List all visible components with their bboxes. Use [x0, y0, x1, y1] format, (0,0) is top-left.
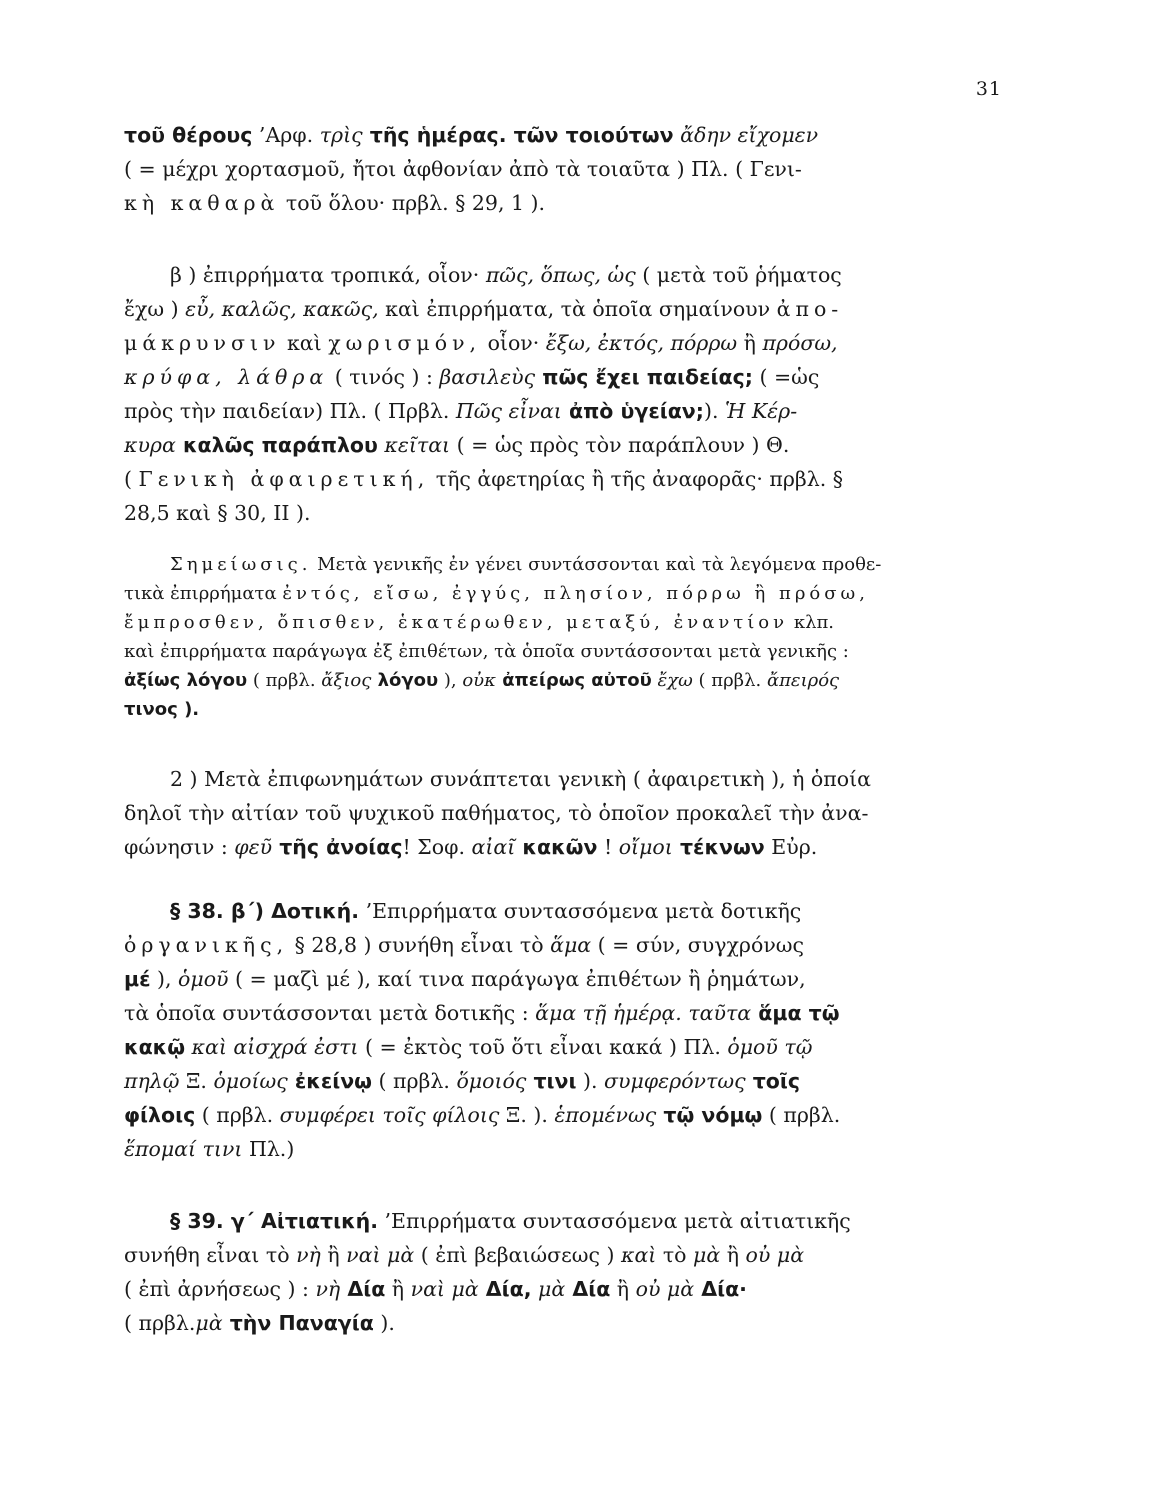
- text-run: !: [597, 835, 619, 859]
- text-run: τῆς ἡμέρας. τῶν τοιούτων: [362, 123, 674, 147]
- text-run: καὶ αἰσχρά ἐστι: [185, 1035, 359, 1059]
- text-line: ( = μέχρι χορτασμοῦ, ἤτοι ἀφθονίαν ἀπὸ τὰ τοιαῦτα ) Πλ. ( Γενι-: [124, 157, 802, 181]
- text-line: [124, 608, 1012, 637]
- text-run: τῆς ἀφετηρίας ἢ τῆς ἀναφορᾶς· πρβλ. §: [429, 467, 844, 491]
- text-line: [124, 666, 1012, 695]
- text-run: πῶς, ὅπως, ὡς: [485, 263, 636, 287]
- text-run: Δία·: [694, 1277, 747, 1301]
- text-run: ἄξιος: [321, 670, 372, 691]
- text-run: ἢ: [385, 1277, 411, 1301]
- text-run: Μετὰ γενικῆς ἐν γένει συντάσσονται καὶ τὰ λεγόμενα προθε-: [311, 554, 882, 575]
- text-line: [124, 186, 1012, 220]
- text-run: ’Αρφ.: [252, 123, 320, 147]
- text-run: ἐντός, εἴσω, ἐγγύς, πλησίον, πόρρω ἢ πρόσω,: [282, 583, 869, 604]
- text-run: οὐ μὰ: [635, 1277, 695, 1301]
- note-block: [124, 550, 1012, 724]
- text-run: ἢ: [610, 1277, 636, 1301]
- text-run: τικὰ ἐπιρρήματα: [124, 583, 283, 604]
- text-run: ( μετὰ τοῦ ῥήματος: [635, 263, 842, 287]
- text-run: ( ἐπὶ ἀρνήσεως ) :: [124, 1277, 316, 1301]
- text-run: ( = μαζὶ μέ ), καί τινα παράγωγα ἐπιθέτων ἢ ῥημάτων,: [228, 967, 806, 991]
- page-number: 31: [975, 78, 1002, 100]
- text-run: κακῷ: [124, 1035, 186, 1059]
- text-run: § 28,8 ) συνήθη εἶναι τὸ: [288, 933, 551, 957]
- text-run: συμφερόντως: [604, 1069, 746, 1093]
- text-run: ἀξίως λόγου: [124, 670, 248, 691]
- text-run: χωρισμόν,: [328, 331, 482, 355]
- text-run: κρύφα, λάθρα: [124, 365, 329, 389]
- text-line: [124, 1132, 1012, 1166]
- text-run: κεῖται: [377, 433, 451, 457]
- text-run: ὁμοῦ: [178, 967, 229, 991]
- text-run: κλπ.: [788, 612, 835, 633]
- text-run: Δία: [565, 1277, 611, 1301]
- text-run: συνήθη εἶναι τὸ: [124, 1243, 297, 1267]
- text-run: τρὶς: [319, 123, 363, 147]
- text-run: φεῦ: [234, 835, 273, 859]
- text-run: Δία: [340, 1277, 386, 1301]
- text-line: [124, 118, 1012, 152]
- text-run: (: [124, 467, 139, 491]
- text-run: Πῶς εἶναι: [455, 399, 562, 423]
- paragraph-adverbs-of-manner: [124, 258, 1012, 530]
- text-run: Πλ.): [242, 1137, 295, 1161]
- text-run: ( = σύν, συγχρόνως: [591, 933, 804, 957]
- line-rest: ’Επιρρήματα συντασσόμενα μετὰ δοτικῆς: [359, 899, 802, 923]
- text-run: ἄπειρός: [766, 670, 840, 691]
- text-run: ἔξω, ἐκτός, πόρρω: [545, 331, 738, 355]
- text-run: ἑπομένως: [554, 1103, 657, 1127]
- text-run: τῆς ἀνοίας: [272, 835, 403, 859]
- text-run: ναὶ μὰ: [346, 1243, 415, 1267]
- spaced-term: κὴ καθαρὰ: [124, 191, 280, 215]
- text-run: ὁμοίως: [213, 1069, 288, 1093]
- text-run: κακῶν: [515, 835, 598, 859]
- text-run: ( =ὡς: [752, 365, 820, 389]
- text-run: ὅμοιός: [456, 1069, 527, 1093]
- text-run: μὰ: [195, 1311, 223, 1335]
- text-run: Ἡ Κέρ-: [725, 399, 798, 423]
- text-run: Εὐρ.: [764, 835, 818, 859]
- text-run: συμφέρει τοῖς φίλοις: [279, 1103, 500, 1127]
- text-run: Δία,: [478, 1277, 532, 1301]
- text-run: Γενικὴ ἀφαιρετική,: [138, 467, 430, 491]
- text-run: ),: [438, 670, 463, 691]
- text-run: τοῖς: [745, 1069, 801, 1093]
- text-run: νὴ: [315, 1277, 341, 1301]
- text-run: μέ: [124, 967, 151, 991]
- text-run: ἢ: [720, 1243, 746, 1267]
- text-run: ἅμα τῷ: [751, 1001, 840, 1025]
- text-line: [124, 830, 1012, 864]
- text-line: καὶ ἐπιρρήματα παράγωγα ἐξ ἐπιθέτων, τὰ ὁποῖα συντάσσονται μετὰ γενικῆς :: [124, 641, 849, 662]
- text-line: [124, 462, 1012, 496]
- text-line: [124, 394, 1012, 428]
- text-line: [124, 1064, 1012, 1098]
- text-run: λόγου: [371, 670, 439, 691]
- text-run: ὁμοῦ τῷ: [727, 1035, 813, 1059]
- text-run: ναὶ μὰ: [410, 1277, 479, 1301]
- text-run: ! Σοφ.: [402, 835, 472, 859]
- text-run: βασιλεὺς: [439, 365, 536, 389]
- text-run: πρόσω,: [762, 331, 838, 355]
- text-line: [124, 1204, 1012, 1238]
- text-run: ἀπὸ ὑγείαν;: [561, 399, 704, 423]
- text-run: πηλῷ: [124, 1069, 180, 1093]
- text-run: οἷον·: [481, 331, 546, 355]
- text-run: μάκρυνσιν: [124, 331, 281, 355]
- text-line: [124, 695, 1012, 724]
- text-line: [124, 1272, 1012, 1306]
- text-run: ).: [177, 699, 200, 720]
- text-line: [124, 550, 1012, 579]
- text-run: ( πρβλ.: [195, 1103, 280, 1127]
- text-run: φώνησιν :: [124, 835, 235, 859]
- text-line: 28,5 καὶ § 30, II ).: [124, 501, 311, 525]
- text-run: ( πρβλ.: [247, 670, 322, 691]
- section-39-accusative: [124, 1204, 1012, 1340]
- text-run: ἢ: [737, 331, 763, 355]
- text-run: τὴν Παναγία: [222, 1311, 374, 1335]
- text-line: [124, 326, 1012, 360]
- text-run: ἢ: [320, 1243, 347, 1267]
- text-run: τέκνων: [672, 835, 765, 859]
- text-run: ἔμπροσθεν, ὄπισθεν, ἑκατέρωθεν, μεταξύ, ἐναντίον: [124, 612, 789, 633]
- text-run: ( πρβλ.: [372, 1069, 457, 1093]
- text-run: τινος: [124, 699, 178, 720]
- text-run: καὶ: [280, 331, 329, 355]
- text-run: εὖ, καλῶς, κακῶς,: [185, 297, 379, 321]
- text-run: ).: [703, 399, 725, 423]
- section-heading: § 39. γ΄ Αἰτιατική.: [170, 1209, 379, 1233]
- text-line: [124, 428, 1012, 462]
- text-run: ( = ἐκτὸς τοῦ ὅτι εἶναι κακά ) Πλ.: [358, 1035, 728, 1059]
- section-38-dative: [124, 894, 1012, 1166]
- text-run: ἀπείρως αὐτοῦ: [495, 670, 652, 691]
- line-rest: ’Επιρρήματα συντασσόμενα μετὰ αἰτιατικῆς: [378, 1209, 851, 1233]
- text-run: οὐκ: [462, 670, 496, 691]
- text-line: [124, 894, 1012, 928]
- text-line: [124, 1238, 1012, 1272]
- text-run: ( = ὡς πρὸς τὸν παράπλουν ) Θ.: [450, 433, 790, 457]
- text-run: Ξ. ).: [499, 1103, 555, 1127]
- text-run: οἴμοι: [618, 835, 673, 859]
- text-run: πρὸς τὴν παιδείαν) Πλ. ( Πρβλ.: [124, 399, 456, 423]
- text-line: [124, 1030, 1012, 1064]
- text-line: δηλοῖ τὴν αἰτίαν τοῦ ψυχικοῦ παθήματος, τὸ ὁποῖον προκαλεῖ τὴν ἀνα-: [124, 801, 869, 825]
- text-run: ἐκείνῳ: [287, 1069, 372, 1093]
- text-run: τοῦ θέρους: [124, 123, 253, 147]
- text-run: ἕπομαί τινι: [124, 1137, 243, 1161]
- text-line: [124, 996, 1012, 1030]
- text-line: [124, 1098, 1012, 1132]
- text-run: ἀπο-: [776, 297, 844, 321]
- text-run: ( πρβλ.: [692, 670, 767, 691]
- text-run: οὐ μὰ: [745, 1243, 805, 1267]
- text-run: μὰ: [693, 1243, 721, 1267]
- text-run: ( πρβλ.: [124, 1311, 196, 1335]
- text-run: τὸ: [656, 1243, 694, 1267]
- text-run: νὴ: [296, 1243, 321, 1267]
- text-run: Σημείωσις.: [170, 554, 312, 575]
- text-line: [124, 928, 1012, 962]
- text-run: ( τινός ) :: [328, 365, 440, 389]
- text-run: ).: [373, 1311, 395, 1335]
- paragraph-genitive-partitive: [124, 118, 1012, 220]
- text-run: ): [164, 297, 186, 321]
- paragraph-interjections: [124, 762, 1012, 864]
- text-run: πῶς ἔχει παιδείας;: [535, 365, 753, 389]
- text-line: [124, 258, 1012, 292]
- text-run: ἄδην εἴχομεν: [673, 123, 819, 147]
- text-run: μὰ: [531, 1277, 566, 1301]
- text-run: καὶ ἐπιρρήματα, τὰ ὁποῖα σημαίνουν: [378, 297, 777, 321]
- text-run: ( ἐπὶ βεβαιώσεως ): [414, 1243, 621, 1267]
- section-heading: § 38. β΄) Δοτική.: [170, 899, 360, 923]
- text-run: ).: [576, 1069, 605, 1093]
- text-run: τὰ ὁποῖα συντάσσονται μετὰ δοτικῆς :: [124, 1001, 536, 1025]
- text-run: φίλοις: [124, 1103, 196, 1127]
- text-run: ἅμα τῇ ἡμέρᾳ. ταῦτα: [535, 1001, 752, 1025]
- text-line: [124, 292, 1012, 326]
- text-run: ὀργανικῆς,: [124, 933, 289, 957]
- text-line: [124, 1306, 1012, 1340]
- text-line: [124, 360, 1012, 394]
- text-run: ( πρβλ.: [762, 1103, 841, 1127]
- text-run: β ) ἐπιρρήματα τροπικά, οἷον·: [170, 263, 486, 287]
- text-run: τῷ νόμῳ: [656, 1103, 763, 1127]
- text-run: τινι: [526, 1069, 577, 1093]
- text-run: καὶ: [621, 1243, 657, 1267]
- text-run: ἔχω: [124, 297, 165, 321]
- text-run: κυρα: [124, 433, 176, 457]
- text-run: αἰαῖ: [471, 835, 516, 859]
- text-run: ἔχω: [651, 670, 693, 691]
- text-line: 2 ) Μετὰ ἐπιφωνημάτων συνάπτεται γενικὴ ( ἀφαιρετικὴ ), ἡ ὁποία: [170, 767, 871, 791]
- text-line: [124, 962, 1012, 996]
- text-run: ἅμα: [550, 933, 592, 957]
- text-run: ),: [150, 967, 179, 991]
- text-run: καλῶς παράπλου: [175, 433, 378, 457]
- text-run: Ξ.: [179, 1069, 214, 1093]
- text-line: [124, 579, 1012, 608]
- line-rest: τοῦ ὅλου· πρβλ. § 29, 1 ).: [279, 191, 546, 215]
